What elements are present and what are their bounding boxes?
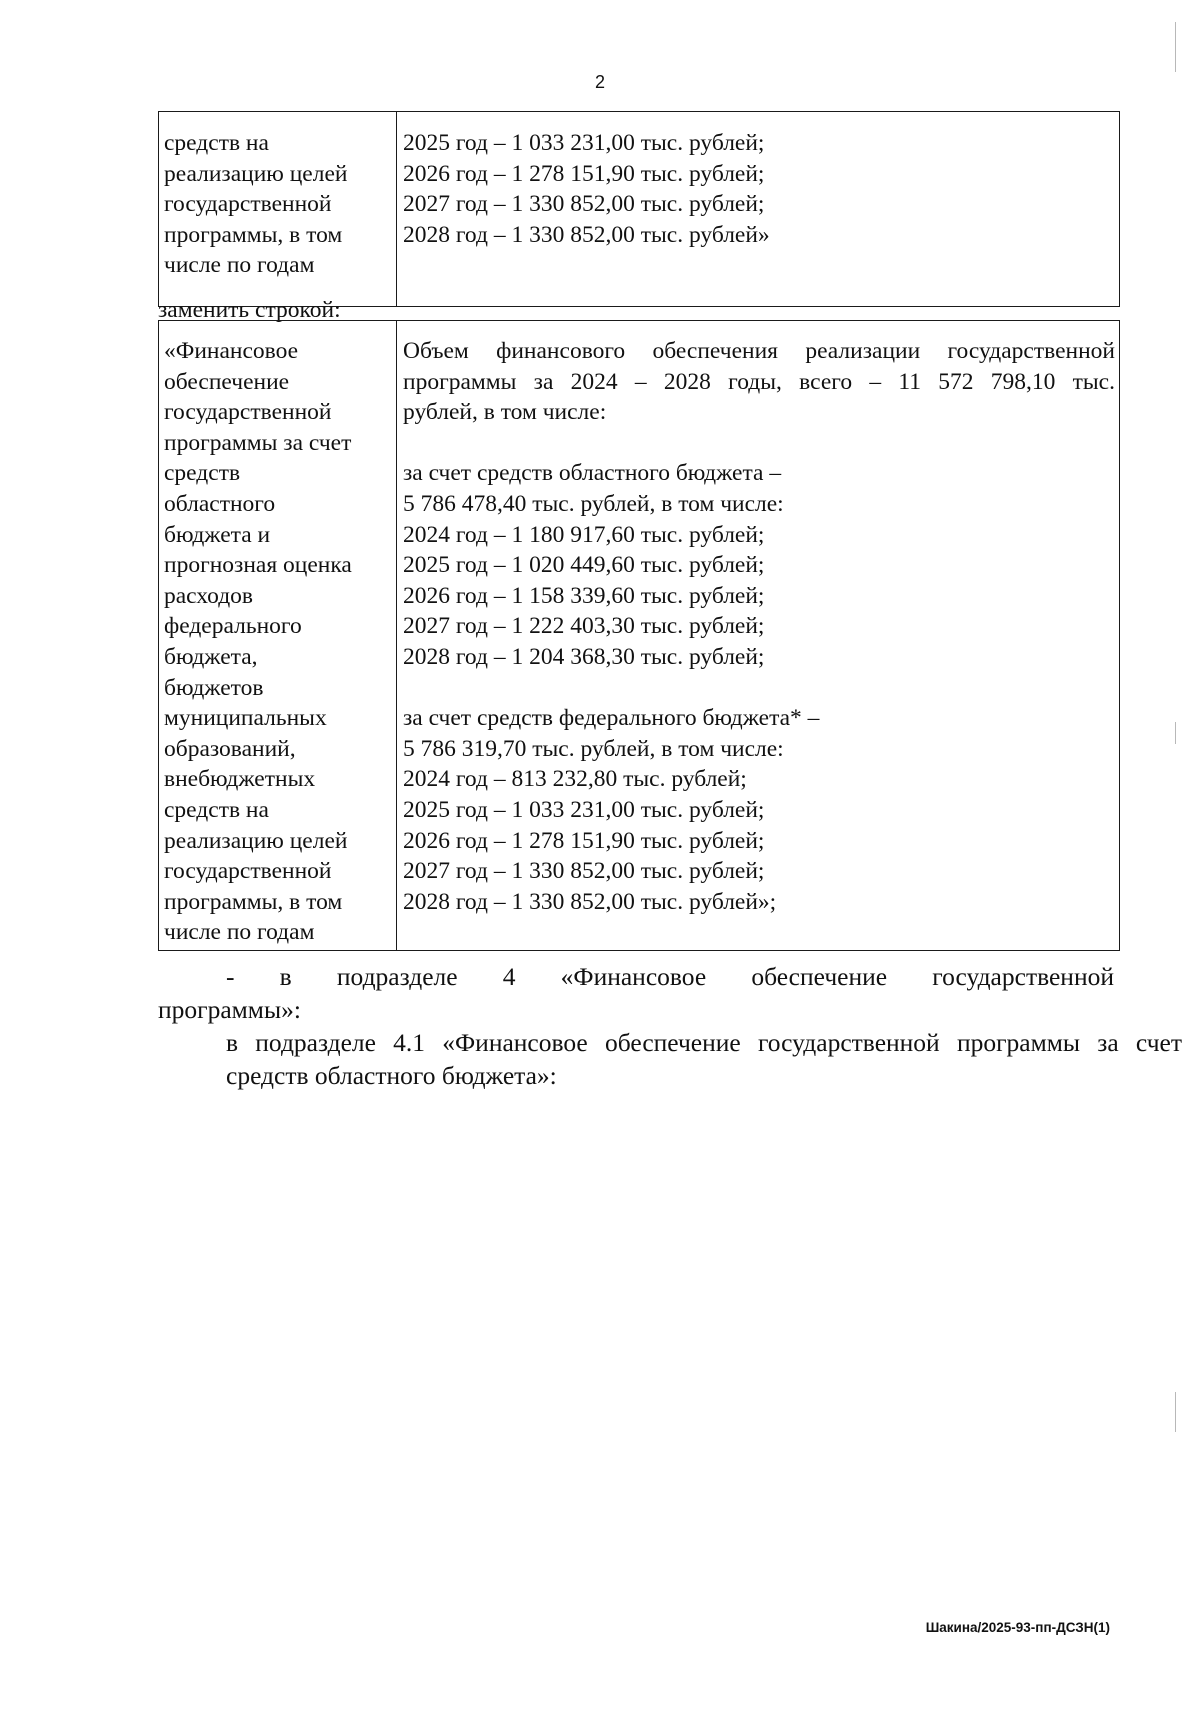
year-amount-line: 2025 год – 1 033 231,00 тыс. рублей; <box>403 796 765 823</box>
subsection-4-1-paragraph: в подразделе 4.1 «Финансовое обеспечение государственной программы за счет средств областного бюджета»: <box>226 1028 1182 1090</box>
year-amount-line: 2027 год – 1 222 403,30 тыс. рублей; <box>403 613 765 640</box>
label-line: «Финансовое <box>164 338 299 364</box>
label-line: программы за счет <box>164 429 352 456</box>
replace-instruction: заменить строкой: <box>158 297 341 323</box>
scan-artifact <box>1175 722 1177 744</box>
subsection-4-paragraph <box>158 960 1114 1026</box>
paragraph-line: программы»: <box>158 995 301 1024</box>
row-label-cell <box>159 321 397 951</box>
table-row <box>159 321 1120 951</box>
label-line: прогнозная оценка <box>164 552 352 579</box>
label-line: реализацию целей <box>164 827 348 854</box>
year-amount-line: 2026 год – 1 158 339,60 тыс. рублей; <box>403 582 765 609</box>
year-amount-line: 2025 год – 1 020 449,60 тыс. рублей; <box>403 552 765 579</box>
year-amount-line: 2028 год – 1 330 852,00 тыс. рублей» <box>403 221 770 248</box>
federal-budget-total: 5 786 319,70 тыс. рублей, в том числе: <box>403 735 784 762</box>
scan-artifact <box>1175 22 1177 72</box>
label-line: федерального <box>164 613 302 640</box>
year-amount-line: 2027 год – 1 330 852,00 тыс. рублей; <box>403 191 765 218</box>
table-row <box>159 112 1120 307</box>
label-line: бюджетов <box>164 674 264 701</box>
year-amount-line: 2027 год – 1 330 852,00 тыс. рублей; <box>403 858 765 885</box>
page-number: 2 <box>594 72 605 92</box>
intro-line: Объем финансового обеспечения реализации государственной <box>403 338 1115 364</box>
label-line: средств <box>164 460 241 487</box>
year-amount-line: 2028 год – 1 330 852,00 тыс. рублей»; <box>403 888 777 915</box>
regional-budget-heading: за счет средств областного бюджета – <box>403 460 782 487</box>
table-replacement-row <box>158 320 1120 951</box>
label-line: средств на <box>164 130 269 156</box>
label-line: расходов <box>164 582 254 609</box>
label-line: реализацию целей <box>164 160 348 187</box>
year-amount-line: 2024 год – 813 232,80 тыс. рублей; <box>403 766 747 793</box>
label-line: государственной <box>164 858 332 885</box>
label-line: бюджета, <box>164 643 258 670</box>
year-amount-line: 2028 год – 1 204 368,30 тыс. рублей; <box>403 643 765 670</box>
year-amount-line: 2025 год – 1 033 231,00 тыс. рублей; <box>403 130 765 156</box>
label-line: областного <box>164 490 276 517</box>
row-value-cell <box>397 112 1120 307</box>
row-label-cell <box>159 112 397 307</box>
paragraph-line: - в подразделе 4 «Финансовое обеспечение государственной <box>226 962 1114 991</box>
spacer <box>403 428 1115 459</box>
label-line: образований, <box>164 735 296 762</box>
label-line: числе по годам <box>164 919 315 946</box>
spacer <box>403 673 1115 704</box>
label-line: государственной <box>164 191 332 218</box>
label-line: обеспечение <box>164 368 290 395</box>
label-line: числе по годам <box>164 252 315 279</box>
regional-budget-total: 5 786 478,40 тыс. рублей, в том числе: <box>403 490 784 517</box>
label-line: муниципальных <box>164 705 327 732</box>
label-line: программы, в том <box>164 888 343 915</box>
row-value-cell <box>397 321 1120 951</box>
label-line: государственной <box>164 399 332 426</box>
document-code: Шакина/2025-93-пп-ДСЗН(1) <box>925 1620 1110 1635</box>
year-amount-line: 2026 год – 1 278 151,90 тыс. рублей; <box>403 160 765 187</box>
label-line: средств на <box>164 796 269 823</box>
label-line: программы, в том <box>164 221 343 248</box>
year-amount-line: 2024 год – 1 180 917,60 тыс. рублей; <box>403 521 765 548</box>
table-previous-row-continuation <box>158 111 1120 307</box>
label-line: внебюджетных <box>164 766 316 793</box>
intro-line: программы за 2024 – 2028 годы, всего – 11 572 798,10 тыс. <box>403 368 1115 395</box>
intro-line: рублей, в том числе: <box>403 399 607 426</box>
federal-budget-heading: за счет средств федерального бюджета* – <box>403 705 820 732</box>
scan-artifact <box>1175 1392 1177 1432</box>
year-amount-line: 2026 год – 1 278 151,90 тыс. рублей; <box>403 827 765 854</box>
label-line: бюджета и <box>164 521 271 548</box>
